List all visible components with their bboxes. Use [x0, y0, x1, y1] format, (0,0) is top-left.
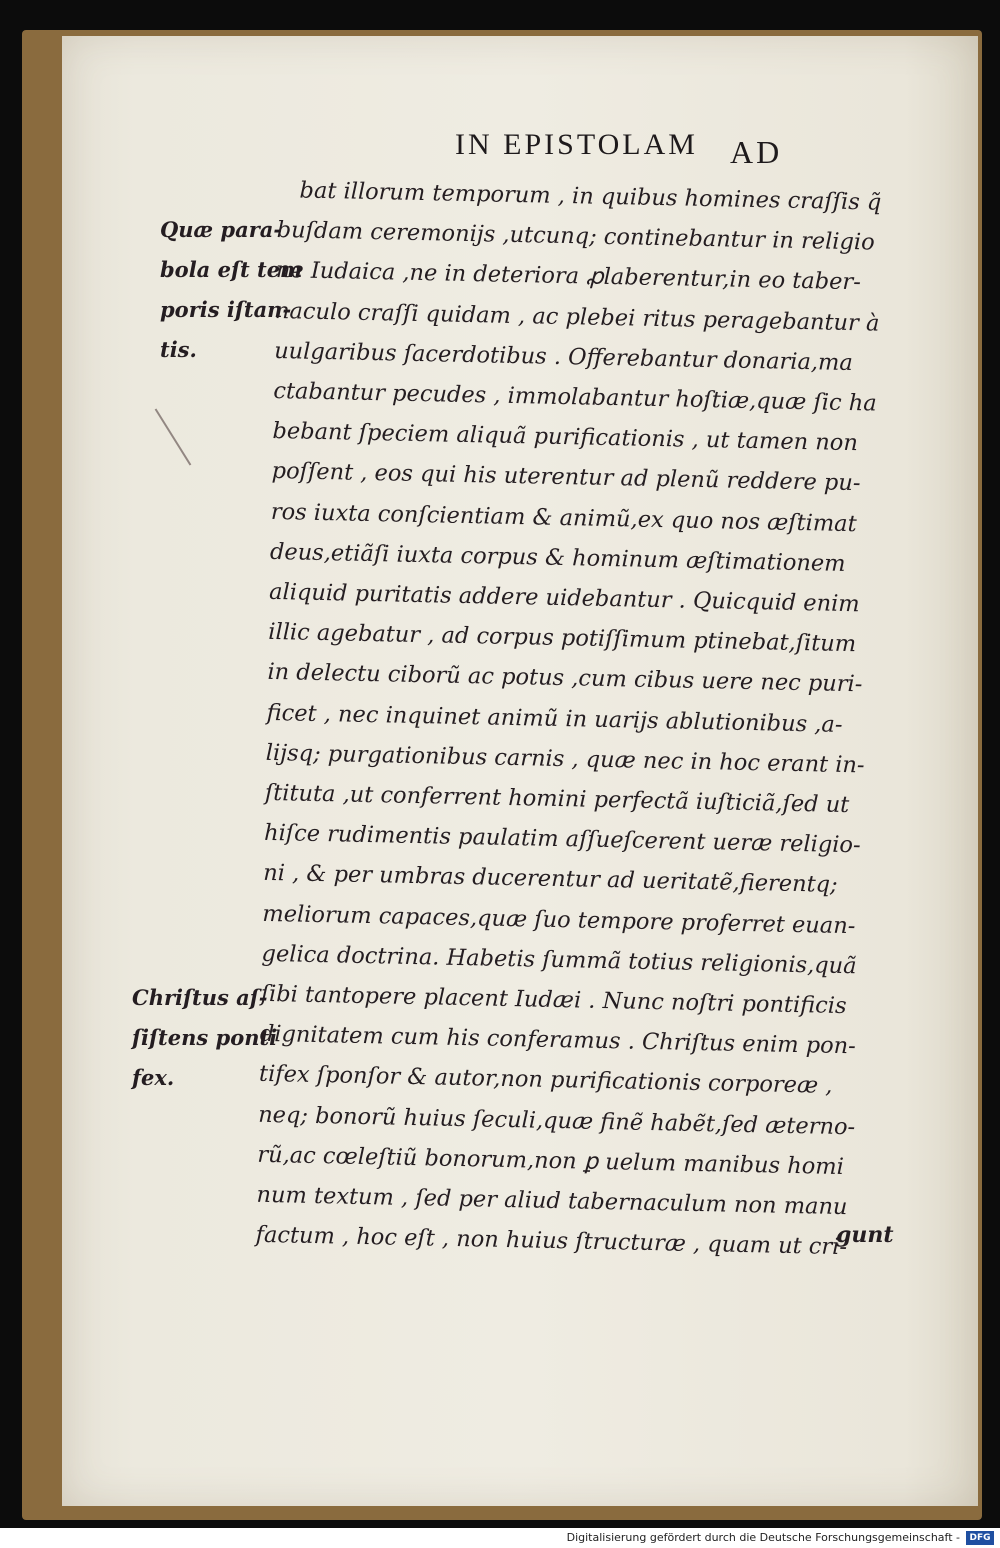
catchword: gunt [836, 1222, 894, 1248]
text-line: bat illorum temporum , in quibus homines craſſis q̃ [299, 177, 882, 216]
digitization-credit: Digitalisierung gefördert durch die Deutsche Forschungsgemeinschaft - [566, 1531, 960, 1544]
text-line: in delectu ciborũ ac potus ,cum cibus uere nec puri- [267, 659, 863, 698]
margin-note-line: poris iſtan- [160, 297, 292, 322]
text-line: ne Iudaica ,ne in deteriora ꝓlaberentur,in eo taber- [275, 257, 862, 296]
text-line: poſſent , eos qui his uterentur ad plenũ reddere pu- [271, 458, 861, 497]
text-line: illic agebatur , ad corpus potiſſimum ptinebat,ſitum [268, 619, 857, 658]
text-line: ſtituta ,ut conferrent homini perfectã iuſticiã,ſed ut [264, 779, 850, 819]
main-text-block [255, 170, 958, 1269]
dfg-logo-icon: DFG [966, 1531, 994, 1545]
text-line: lijsq; purgationibus carnis , quæ nec in hoc erant in- [265, 739, 865, 779]
text-line: dignitatem cum his conferamus . Chriſtus enim pon- [259, 1021, 857, 1060]
text-line: aliquid puritatis addere uidebantur . Quicquid enim [268, 578, 860, 618]
text-line: ni , & per umbras ducerentur ad ueritatẽ,fierentq; [262, 860, 838, 899]
text-line: uulgaribus ſacerdotibus . Offerebantur donaria,ma [273, 337, 854, 376]
text-line: num textum , ſed per aliud tabernaculum non manu [256, 1181, 848, 1221]
running-head-title: IN EPISTOLAM [455, 128, 698, 161]
text-line: ros iuxta conſcientiam & animũ,ex quo nos æſtimat [270, 498, 857, 537]
margin-note-line: Chriſtus aſ- [132, 985, 268, 1010]
text-line: gelica doctrina. Habetis ſummã totius religionis,quã [261, 940, 857, 980]
running-head-tail: AD [730, 134, 783, 170]
text-line: tifex ſponſor & autor,non purificationis corporeæ , [258, 1061, 833, 1100]
text-line: neq; bonorũ huius ſeculi,quæ finẽ habẽt,ſed æterno- [257, 1101, 856, 1140]
text-line: bebant ſpeciem aliquã purificationis , ut tamen non [272, 418, 859, 457]
text-line: factum , hoc eſt , non huius ſtructuræ , quam ut cri- [255, 1222, 848, 1261]
text-line: deus,etiãſi iuxta corpus & hominum æſtimationem [269, 538, 846, 577]
text-line: hiſce rudimentis paulatim aſſueſcerent ueræ religio- [263, 820, 861, 859]
margin-note-line: tis. [160, 337, 197, 362]
text-line: buſdam ceremonijs ,utcunq; continebantur in religio [276, 217, 875, 256]
margin-note-line: ſiſtens ponti [132, 1025, 278, 1050]
text-line: ſibi tantopere placent Iudæi . Nunc noſtri pontificis [260, 980, 847, 1020]
margin-note-line: fex. [132, 1065, 175, 1090]
text-line: ficet , nec inquinet animũ in uarijs ablutionibus ,a- [266, 699, 843, 738]
text-line: ctabantur pecudes , immolabantur hoſtiæ,quæ ſic ha [273, 377, 877, 417]
text-line: naculo craſſi quidam , ac plebei ritus peragebantur à [274, 297, 880, 337]
margin-note-line: bola eſt tem [160, 257, 303, 282]
margin-note-line: Quæ para- [160, 217, 283, 242]
running-head [455, 128, 795, 168]
text-line: rũ,ac cœleſtiũ bonorum,non ꝑ uelum manibus homi [257, 1141, 845, 1180]
text-line: meliorum capaces,quæ ſuo tempore proferret euan- [262, 900, 856, 939]
